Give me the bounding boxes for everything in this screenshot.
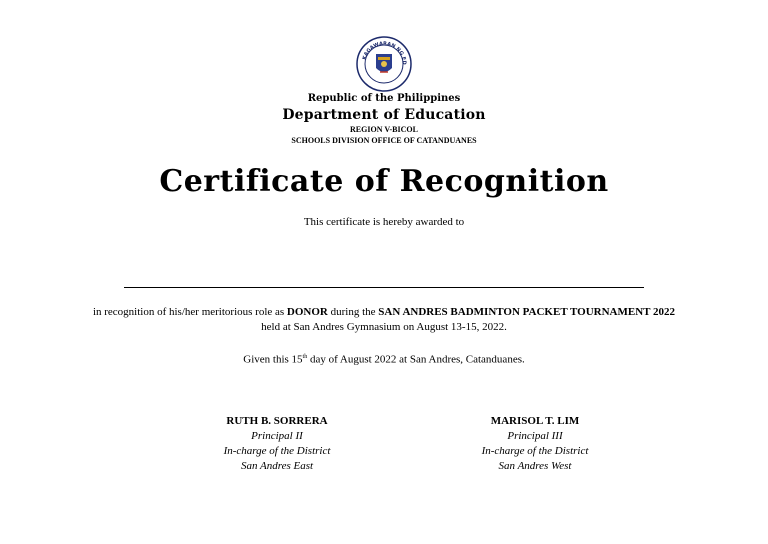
signatory-west bbox=[425, 414, 645, 474]
signatory-east bbox=[167, 414, 387, 474]
role-text: DONOR bbox=[286, 306, 328, 318]
event-text: SAN ANDRES BADMINTON PACKET TOURNAMENT 2022 bbox=[378, 306, 676, 318]
awarded-to-text: This certificate is hereby awarded to bbox=[303, 216, 465, 228]
given-prefix: Given this 15 bbox=[243, 353, 303, 366]
division-text: SCHOOLS DIVISION OFFICE OF CATANDUANES bbox=[291, 136, 477, 145]
seal-text: KAGAWARAN NG ED bbox=[361, 40, 408, 65]
signatory-name: MARISOL T. LIM bbox=[490, 415, 580, 427]
during-text: during the bbox=[330, 306, 376, 318]
deped-seal bbox=[356, 36, 412, 92]
signatory-name: RUTH B. SORRERA bbox=[226, 415, 328, 427]
signatory-role: In-charge of the District bbox=[481, 445, 589, 457]
signatory-district: San Andres East bbox=[240, 460, 314, 472]
region-text: REGION V-BICOL bbox=[350, 125, 418, 134]
signatory-position: Principal II bbox=[251, 430, 303, 442]
given-sup: th bbox=[302, 354, 308, 360]
venue-line: held at San Andres Gymnasium on August 13-15, 2022. bbox=[261, 321, 507, 333]
recipient-name-line bbox=[124, 287, 644, 288]
signatory-district: San Andres West bbox=[498, 460, 572, 472]
given-suffix: day of August 2022 at San Andres, Catanduanes. bbox=[309, 353, 525, 366]
given-line bbox=[40, 350, 728, 368]
deped-seal-icon bbox=[356, 36, 412, 92]
recognition-prefix: in recognition of his/her meritorious role as bbox=[92, 306, 285, 318]
republic-text: Republic of the Philippines bbox=[307, 93, 461, 104]
signatory-role: In-charge of the District bbox=[223, 445, 331, 457]
department-text: Department of Education bbox=[282, 107, 486, 123]
certificate-title: Certificate of Recognition bbox=[159, 164, 609, 199]
signatory-position: Principal III bbox=[507, 430, 563, 442]
recognition-line bbox=[40, 305, 728, 320]
